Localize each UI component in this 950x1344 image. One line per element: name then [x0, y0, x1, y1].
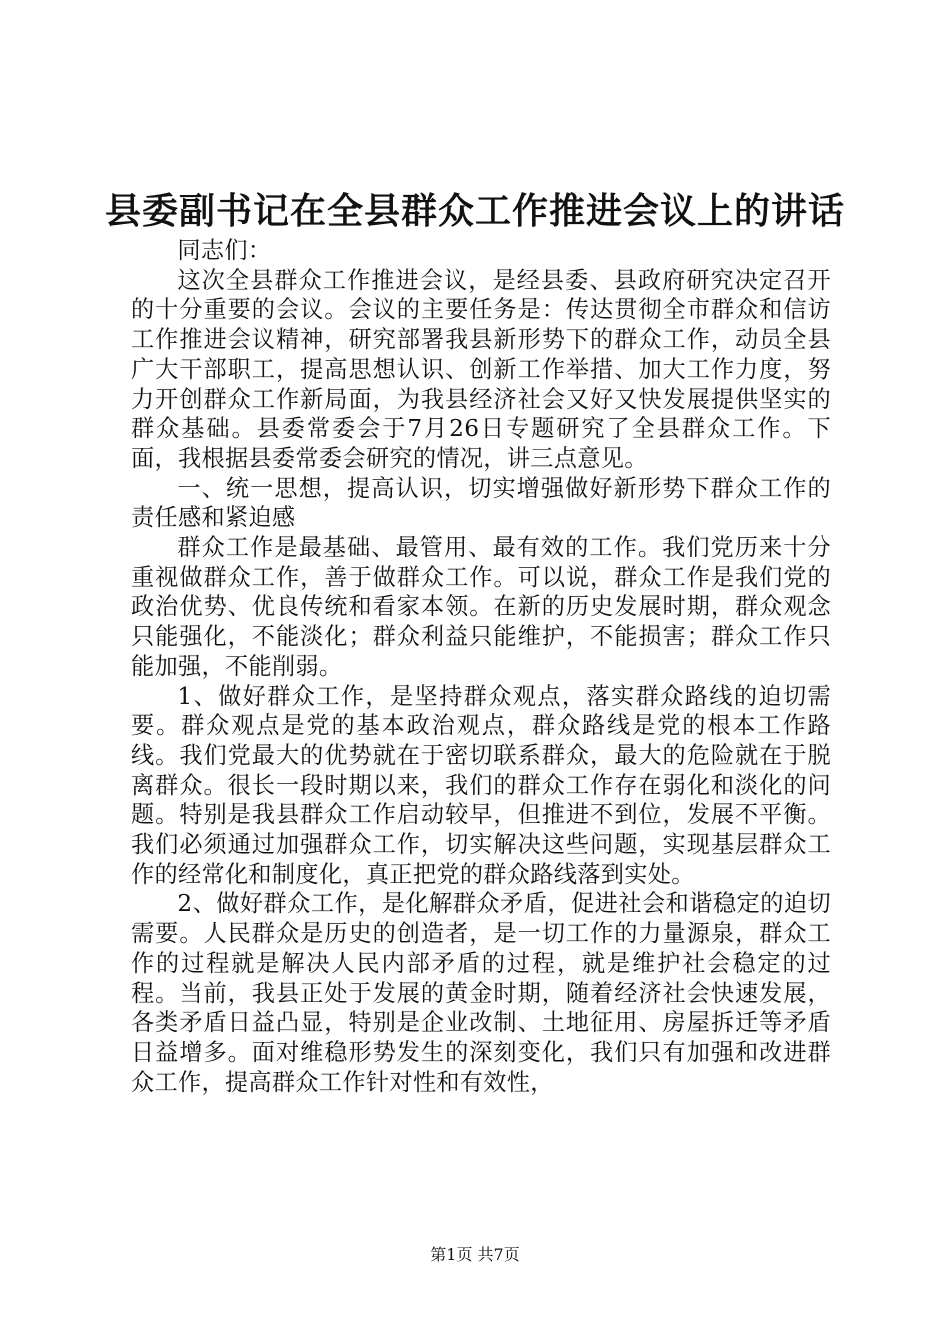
document-body	[131, 236, 831, 1097]
paragraph-point-2: 2、做好群众工作，是化解群众矛盾，促进社会和谐稳定的迫切需要。人民群众是历史的创造者，是一切工作的力量源泉，群众工作的过程就是解决人民内部矛盾的过程，就是维护社会稳定的过程。当前，我县正处于发展的黄金时期，随着经济社会快速发展，各类矛盾日益凸显，特别是企业改制、土地征用、房屋拆迁等矛盾日益增多。面对维稳形势发生的深刻变化，我们只有加强和改进群众工作，提高群众工作针对性和有效性，	[131, 890, 831, 1096]
page-number: 第1页 共7页	[430, 1245, 520, 1264]
paragraph-section-1: 群众工作是最基础、最管用、最有效的工作。我们党历来十分重视做群众工作，善于做群众工作。可以说，群众工作是我们党的政治优势、优良传统和看家本领。在新的历史发展时期，群众观念只能强化，不能淡化；群众利益只能维护，不能损害；群众工作只能加强，不能削弱。	[131, 534, 831, 680]
document-title: 县委副书记在全县群众工作推进会议上的讲话	[104, 190, 845, 232]
section-heading-1: 一、统一思想，提高认识，切实增强做好新形势下群众工作的责任感和紧迫感	[131, 474, 831, 532]
paragraph-intro: 这次全县群众工作推进会议，是经县委、县政府研究决定召开的十分重要的会议。会议的主要任务是：传达贯彻全市群众和信访工作推进会议精神，研究部署我县新形势下的群众工作，动员全县广大干部职工，提高思想认识、创新工作举措、加大工作力度，努力开创群众工作新局面，为我县经济社会又好又快发展提供坚实的群众基础。县委常委会于7月26日专题研究了全县群众工作。下面，我根据县委常委会研究的情况，讲三点意见。	[131, 266, 831, 472]
salutation: 同志们：	[177, 237, 272, 264]
paragraph-point-1: 1、做好群众工作，是坚持群众观点，落实群众路线的迫切需要。群众观点是党的基本政治观点，群众路线是党的根本工作路线。我们党最大的优势就在于密切联系群众，最大的危险就在于脱离群众。很长一段时期以来，我们的群众工作存在弱化和淡化的问题。特别是我县群众工作启动较早，但推进不到位，发展不平衡。我们必须通过加强群众工作，切实解决这些问题，实现基层群众工作的经常化和制度化，真正把党的群众路线落到实处。	[131, 682, 831, 888]
